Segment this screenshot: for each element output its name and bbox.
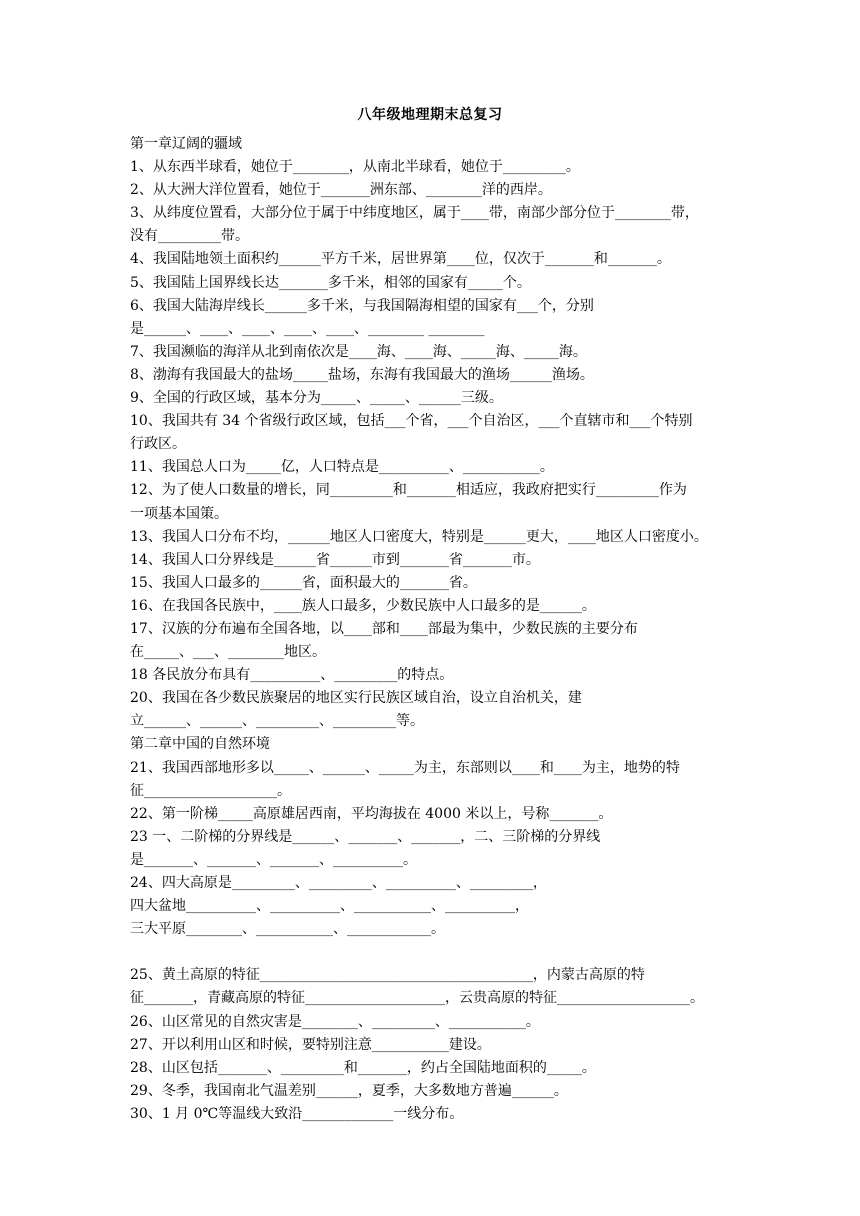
question-line: 26、山区常见的自然灾害是________、_________、___________。 xyxy=(130,1013,540,1030)
question-line: 12、为了使人口数量的增长，同_________和_______相适应，我政府把实行_________作为 xyxy=(130,482,687,499)
question-line: 征___________________。 xyxy=(130,782,291,799)
question-line: 行政区。 xyxy=(130,436,186,453)
question-line: 24、四大高原是_________、_________、__________、_________， xyxy=(130,875,547,891)
question-line: 立______、______、_________、_________等。 xyxy=(130,713,424,730)
question-line: 没有_________带。 xyxy=(130,228,249,245)
question-line: 20、我国在各少数民族聚居的地区实行民族区域自治，设立自治机关，建 xyxy=(130,690,582,707)
chapter-2-heading: 第二章中国的自然环境 xyxy=(130,736,270,753)
question-line: 13、我国人口分布不均，______地区人口密度大，特别是______更大，____地区人口密度小。 xyxy=(130,528,708,545)
question-line: 23 一、二阶梯的分界线是______、_______、_______，二、三阶梯的分界线 xyxy=(130,828,601,845)
question-line: 3、从纬度位置看，大部分位于属于中纬度地区，属于____带，南部少部分位于________带， xyxy=(130,205,699,222)
question-line: 18 各民放分布具有__________、_________的特点。 xyxy=(130,667,454,684)
document-title: 八年级地理期末总复习 xyxy=(357,107,503,123)
question-line: 15、我国人口最多的______省，面积最大的_______省。 xyxy=(130,574,477,591)
question-line: 4、我国陆地领土面积约______平方千米，居世界第____位，仅次于_______和_______。 xyxy=(130,251,671,268)
question-line: 2、从大洲大洋位置看，她位于_______洲东部、________洋的西岸。 xyxy=(130,182,552,199)
question-line: 6、我国大陆海岸线长______多千米，与我国隔海相望的国家有___个，分别 xyxy=(130,297,594,314)
question-line: 9、全国的行政区域，基本分为_____、_____、______三级。 xyxy=(130,390,503,407)
question-line: 16、在我国各民族中，____族人口最多，少数民族中人口最多的是______。 xyxy=(130,597,596,614)
question-line: 7、我国濒临的海洋从北到南依次是____海、____海、_____海、_____海。 xyxy=(130,343,587,360)
question-line: 17、汉族的分布遍布全国各地，以____部和____部最为集中，少数民族的主要分布 xyxy=(130,620,638,637)
question-line: 是_______、_______、_______、__________。 xyxy=(130,851,417,868)
question-line: 21、我国西部地形多以_____、______、_____为主，东部则以____和____为主，地势的特 xyxy=(130,759,680,776)
question-list xyxy=(130,133,730,1126)
question-line: 5、我国陆上国界线长达_______多千米，相邻的国家有_____个。 xyxy=(130,274,531,291)
question-line: 10、我国共有 34 个省级行政区域，包括___个省，___个自治区，___个直辖市和___个特别 xyxy=(130,413,693,430)
question-line: 14、我国人口分界线是______省______市到_______省_______市。 xyxy=(130,551,540,568)
question-line: 22、第一阶梯_____高原雄居西南，平均海拔在 4000 米以上，号称_______。 xyxy=(130,805,613,822)
question-line: 29、冬季，我国南北气温差别______，夏季，大多数地方普遍______。 xyxy=(130,1082,568,1099)
question-line: 8、渤海有我国最大的盐场_____盐场，东海有我国最大的渔场______渔场。 xyxy=(130,366,594,383)
question-line: 28、山区包括_______、_________和_______，约占全国陆地面积的_____。 xyxy=(130,1059,596,1076)
question-line: 征_______，青藏高原的特征____________________，云贵高原的特征___________________。 xyxy=(130,990,704,1007)
question-line: 25、黄土高原的特征_______________________________________，内蒙古高原的特 xyxy=(130,967,645,984)
question-line: 在_____、___、________地区。 xyxy=(130,644,326,661)
blank-line xyxy=(130,941,730,964)
question-line: 30、1 月 0℃等温线大致沿_____________一线分布。 xyxy=(130,1105,464,1122)
chapter-1-heading: 第一章辽阔的疆域 xyxy=(130,136,242,152)
question-line: 11、我国总人口为_____亿，人口特点是__________、___________。 xyxy=(130,459,554,476)
question-line: 四大盆地__________、__________、___________、__________， xyxy=(130,898,529,915)
question-line: 27、开以利用山区和时候，要特别注意___________建设。 xyxy=(130,1036,491,1053)
question-line: 1、从东西半球看，她位于________，从南北半球看，她位于_________。 xyxy=(130,159,580,176)
question-line: 三大平原________、___________、____________。 xyxy=(130,921,445,938)
question-line: 一项基本国策。 xyxy=(130,505,228,522)
question-line: 是______、____、____、____、____、________ ________ xyxy=(130,320,485,337)
